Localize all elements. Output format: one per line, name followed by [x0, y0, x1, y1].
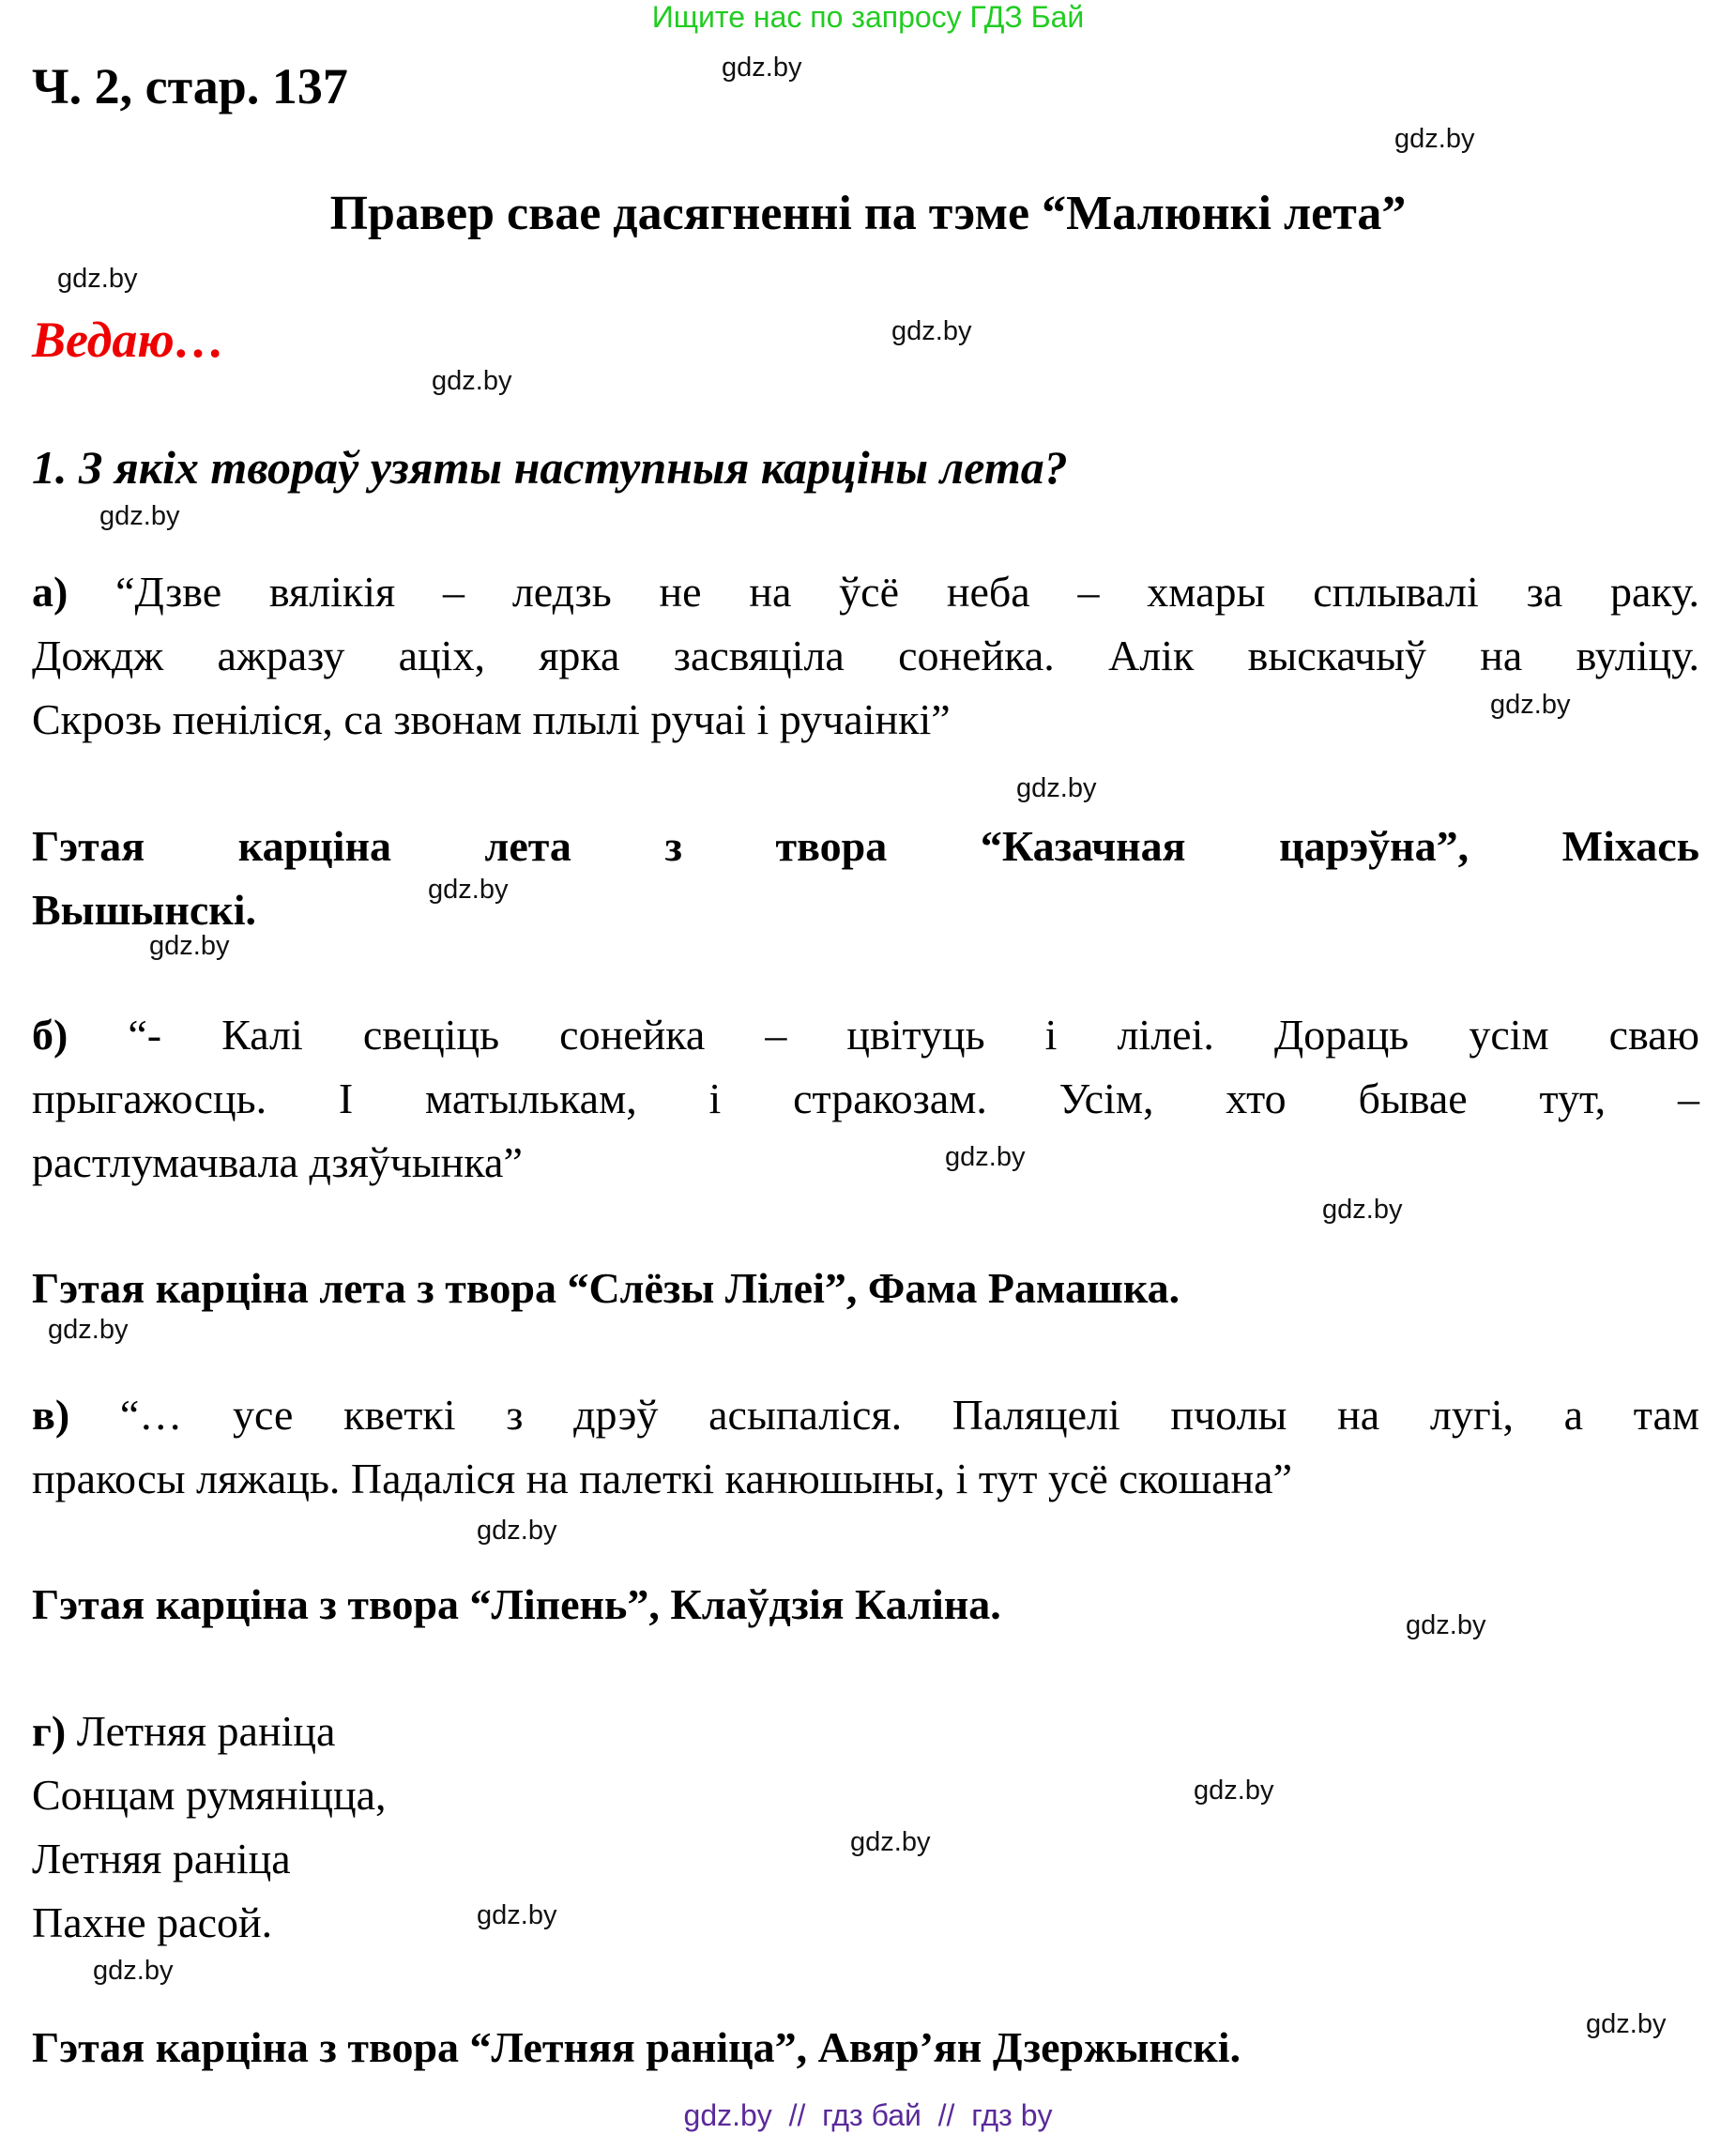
quote-line: “… усе кветкі з дрэў асыпаліся. Паляцелі пчолы на лугі, а там — [69, 1391, 1699, 1439]
answer-line: Гэтая карціна лета з твора “Казачная царэўна”, Міхась — [32, 822, 1699, 870]
answer-b — [32, 1257, 1699, 1320]
watermark: gdz.by — [891, 316, 972, 346]
quote-v — [32, 1383, 1699, 1511]
page-reference: Ч. 2, стар. 137 — [32, 58, 348, 114]
item-label: а) — [32, 568, 69, 616]
watermark: gdz.by — [432, 366, 512, 396]
quote-line: пракосы ляжаць. Падаліся на палеткі канюшыны, і тут усё скошана” — [32, 1455, 1293, 1502]
watermark: gdz.by — [477, 1900, 557, 1930]
poem-line: Сонцам румяніцца, — [32, 1771, 387, 1819]
watermark: gdz.by — [149, 931, 230, 961]
watermark: gdz.by — [1406, 1610, 1486, 1640]
quote-a — [32, 560, 1699, 752]
poem-line: Летняя раніца — [66, 1707, 336, 1755]
watermark: gdz.by — [1586, 2009, 1667, 2039]
answer-line: Гэтая карціна з твора “Летняя раніца”, Авяр’ян Дзержынскі. — [32, 2023, 1241, 2071]
watermark: gdz.by — [93, 1956, 174, 1986]
watermark: gdz.by — [945, 1142, 1026, 1172]
watermark: gdz.by — [57, 264, 138, 294]
promo-banner-top[interactable]: Ищите нас по запросу ГДЗ Бай — [651, 0, 1085, 34]
answer-line: Гэтая карціна лета з твора “Слёзы Лілеі”, Фама Рамашка. — [32, 1264, 1180, 1312]
answer-line: Гэтая карціна з твора “Ліпень”, Клаўдзія Каліна. — [32, 1580, 1001, 1628]
watermark: gdz.by — [428, 875, 509, 905]
watermark: gdz.by — [1194, 1776, 1274, 1806]
quote-line: “Дзве вялікія – ледзь не на ўсё неба – хмары сплывалі за раку. — [68, 568, 1699, 616]
watermark: gdz.by — [1322, 1195, 1403, 1225]
quote-line: Дождж ажразу аціх, ярка засвяціла сонейка. Алік выскачыў на вуліцу. — [32, 632, 1699, 679]
watermark: gdz.by — [722, 53, 802, 83]
quote-line: растлумачвала дзяўчынка” — [32, 1138, 523, 1186]
watermark: gdz.by — [1394, 124, 1475, 154]
answer-a — [32, 815, 1699, 942]
watermark: gdz.by — [99, 501, 180, 531]
item-label: б) — [32, 1011, 69, 1059]
watermark: gdz.by — [477, 1516, 557, 1546]
section-heading: Ведаю… — [32, 312, 225, 368]
watermark: gdz.by — [48, 1315, 129, 1345]
question-heading: 1. З якіх твораў узяты наступныя карціны лета? — [32, 441, 1068, 494]
answer-line: Вышынскі. — [32, 886, 257, 934]
item-label: в) — [32, 1391, 70, 1439]
watermark: gdz.by — [850, 1827, 931, 1857]
quote-line: прыгажосць. І матылькам, і стракозам. Усім, хто бывае тут, – — [32, 1075, 1699, 1122]
poem-line: Пахне расой. — [32, 1898, 273, 1946]
item-label: г) — [32, 1707, 67, 1755]
quote-line: “- Калі свеціць сонейка – цвітуць і лілеі. Дораць усім сваю — [68, 1011, 1699, 1059]
promo-banner-bottom[interactable]: gdz.by // гдз бай // гдз by — [683, 2098, 1053, 2132]
poem-line: Летняя раніца — [32, 1835, 291, 1882]
page-title: Правер свае дасягненні па тэме “Малюнкі лета” — [329, 187, 1407, 240]
answer-g — [32, 2016, 1699, 2080]
watermark: gdz.by — [1016, 773, 1097, 803]
watermark: gdz.by — [1490, 690, 1571, 720]
quote-line: Скрозь пеніліся, са звонам плылі ручаі і ручаінкі” — [32, 695, 951, 743]
quote-b — [32, 1003, 1699, 1195]
